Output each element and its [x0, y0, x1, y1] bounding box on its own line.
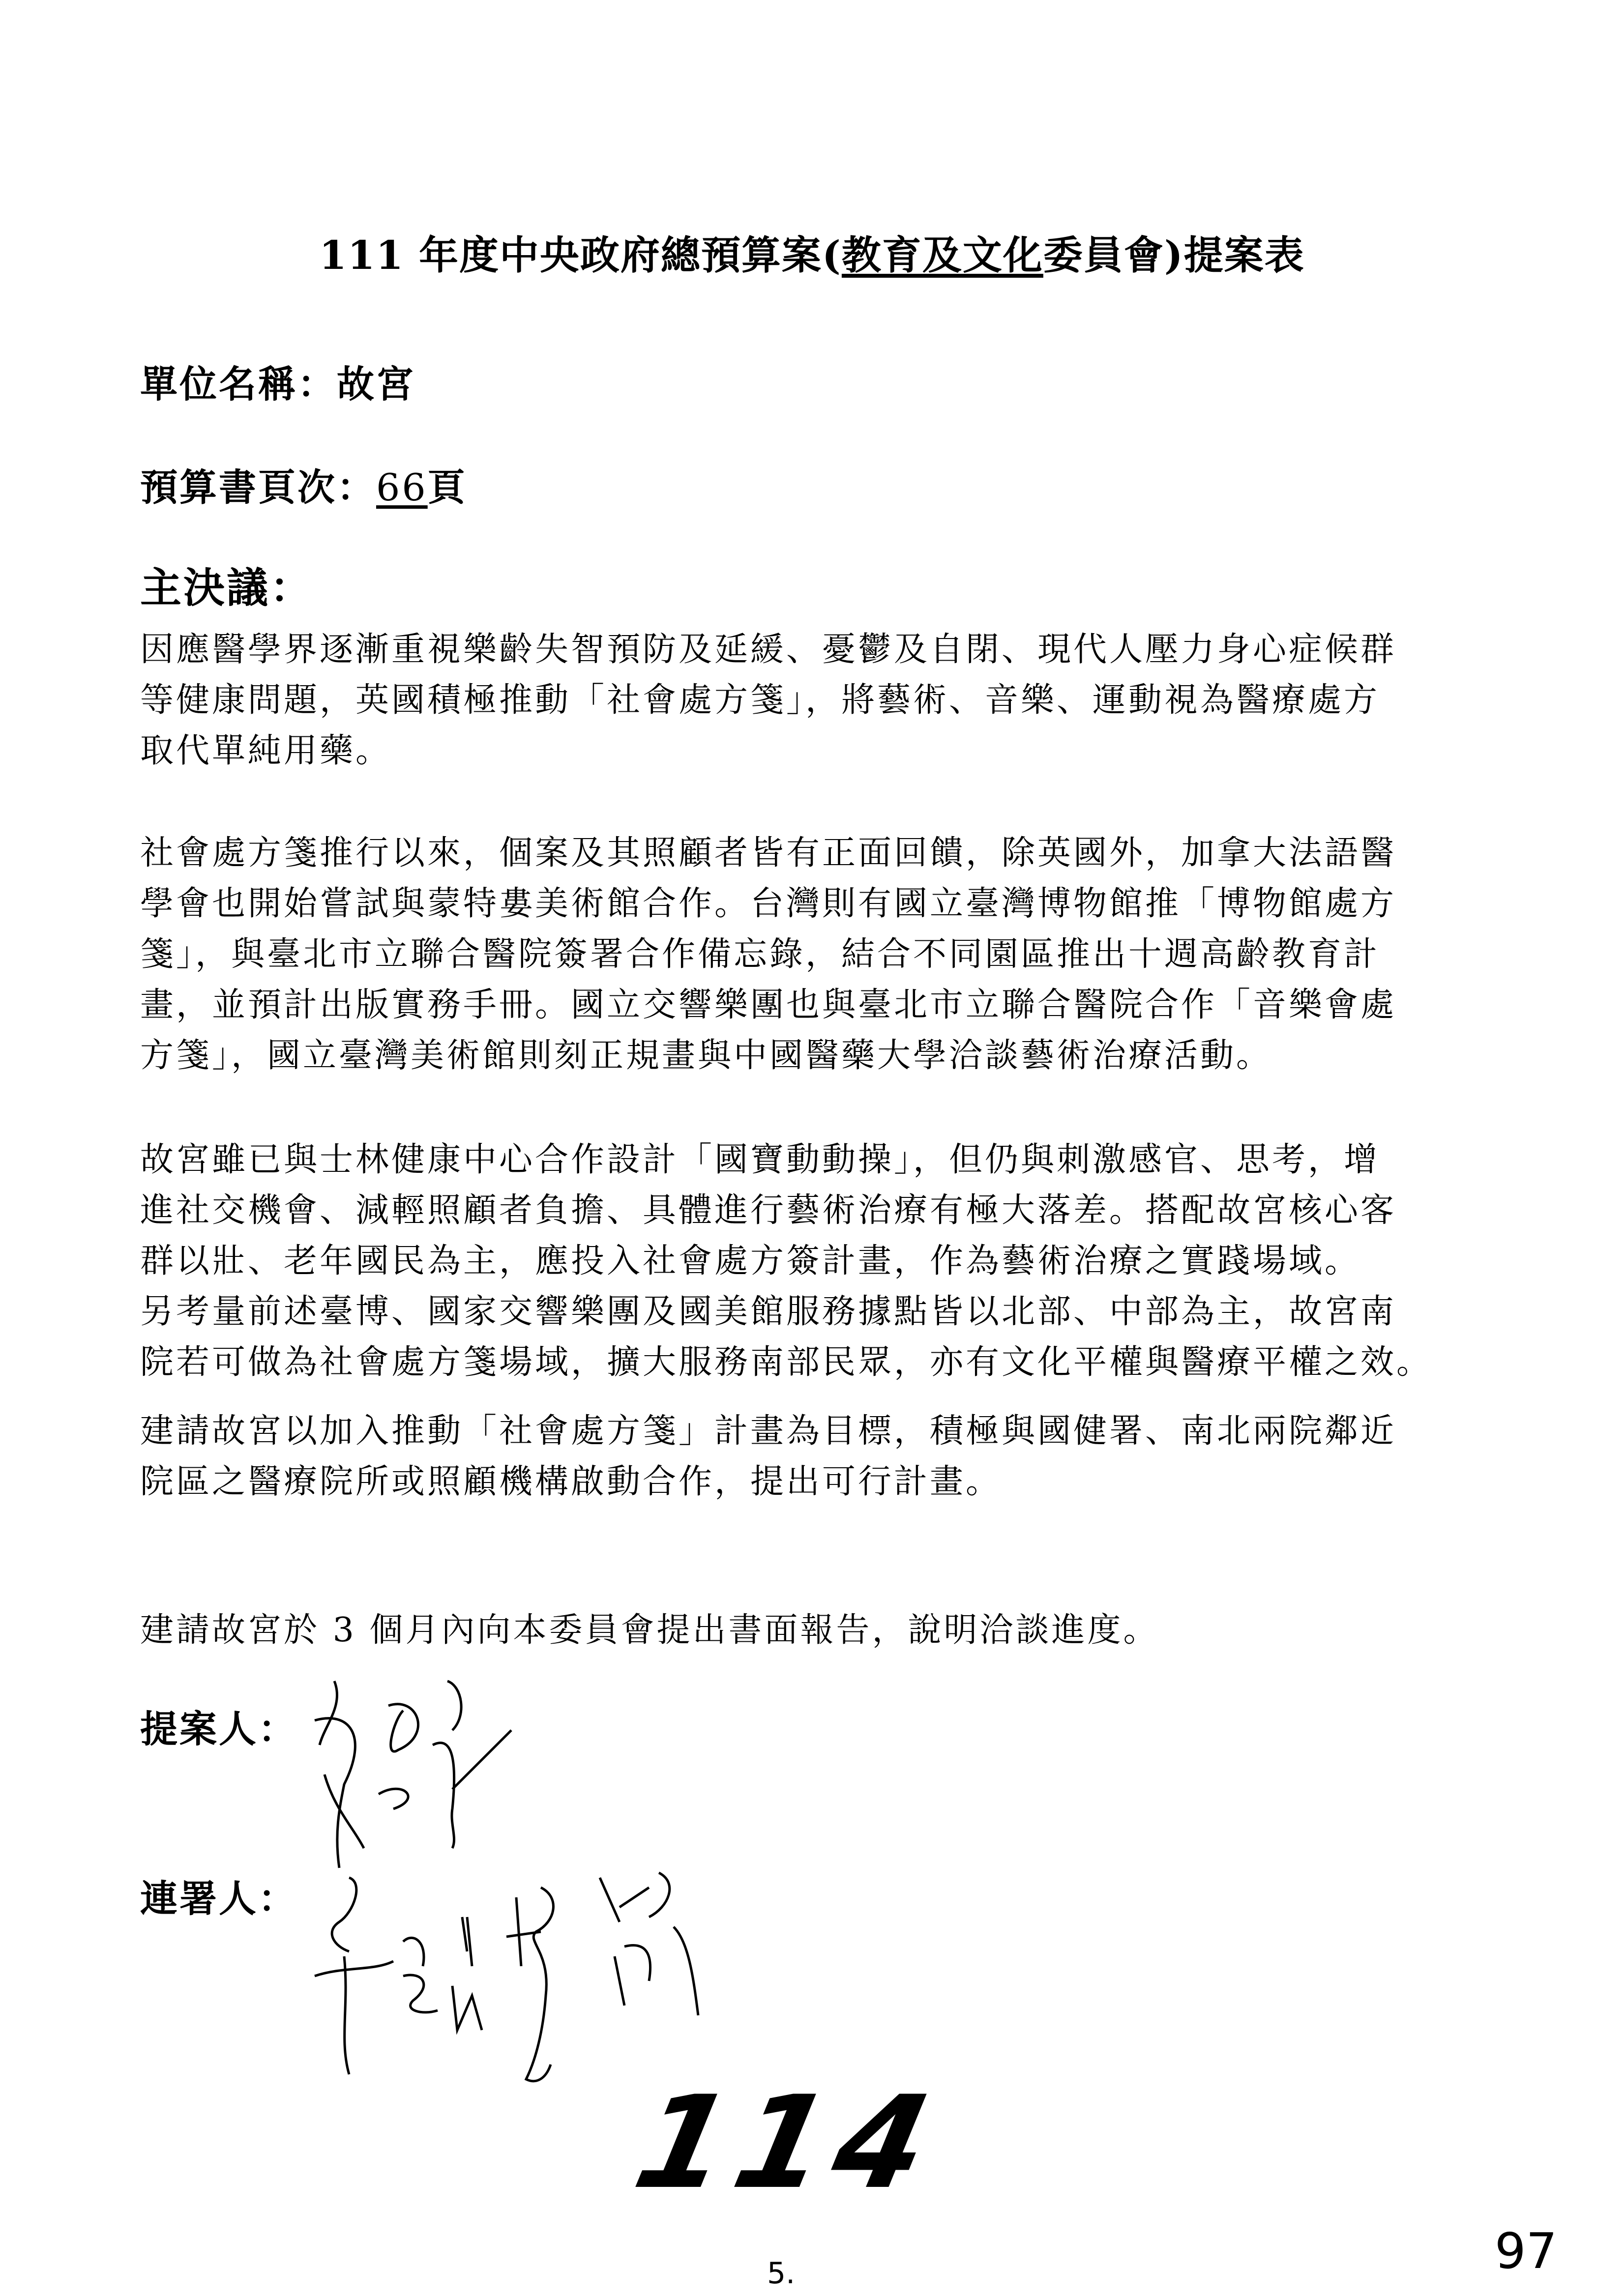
paragraph-2-line: 畫，並預計出版實務手冊。國立交響樂團也與臺北市立聯合醫院合作「音樂會處 [140, 986, 1397, 1024]
budget-page-unit: 頁 [427, 465, 467, 509]
handwritten-number: 114 [623, 2069, 951, 2217]
paragraph-3-line: 院若可做為社會處方箋場域，擴大服務南部民眾，亦有文化平權與醫療平權之效。 [140, 1343, 1433, 1382]
resolution-heading: 主決議： [140, 563, 314, 612]
title-prefix: 111 年度中央政府總預算案( [319, 232, 842, 278]
unit-name [140, 364, 415, 405]
budget-page-value: 66 [376, 465, 428, 509]
paragraph-3-line: 故宮雖已與士林健康中心合作設計「國寶動動操」，但仍與刺激感官、思考，增 [140, 1140, 1380, 1179]
paragraph-1-line: 因應醫學界逐漸重視樂齡失智預防及延緩、憂鬱及自閉、現代人壓力身心症候群 [140, 630, 1397, 669]
page-number: 5. [767, 2256, 796, 2291]
paragraph-3-line: 另考量前述臺博、國家交響樂團及國美館服務據點皆以北部、中部為主，故宮南 [140, 1292, 1397, 1331]
paragraph-1-line: 取代單純用藥。 [140, 731, 392, 770]
paragraph-1-line: 等健康問題，英國積極推動「社會處方箋」，將藝術、音樂、運動視為醫療處方 [140, 681, 1380, 720]
paragraph-2-line: 社會處方箋推行以來，個案及其照顧者皆有正面回饋，除英國外，加拿大法語醫 [140, 834, 1397, 872]
proposer-label: 提案人： [140, 1707, 297, 1751]
paragraph-3-line: 進社交機會、減輕照顧者負擔、具體進行藝術治療有極大落差。搭配故宮核心客 [140, 1191, 1397, 1230]
paragraph-3-line: 群以壯、老年國民為主，應投入社會處方簽計畫，作為藝術治療之實踐場域。 [140, 1242, 1361, 1280]
handwritten-page-number: 97 [1495, 2222, 1558, 2280]
title-committee: 教育及文化 [841, 232, 1043, 278]
cosigner-signatures [305, 1868, 944, 2084]
budget-page [140, 467, 467, 508]
paragraph-4-line: 建請故宮以加入推動「社會處方箋」計畫為目標，積極與國健署、南北兩院鄰近 [140, 1412, 1397, 1451]
budget-page-label: 預算書頁次： [140, 465, 376, 509]
title-suffix: 委員會)提案表 [1043, 232, 1305, 278]
unit-label: 單位名稱： [140, 362, 337, 406]
proposer-signature [305, 1661, 747, 1897]
paragraph-2-line: 學會也開始嘗試與蒙特婁美術館合作。台灣則有國立臺灣博物館推「博物館處方 [140, 884, 1397, 923]
paragraph-4-line: 院區之醫療院所或照顧機構啟動合作，提出可行計畫。 [140, 1462, 1002, 1501]
paragraph-2-line: 方箋」，國立臺灣美術館則刻正規畫與中國醫藥大學洽談藝術治療活動。 [140, 1036, 1272, 1075]
document-title [0, 233, 1624, 277]
unit-value: 故宮 [337, 362, 415, 406]
paragraph-2-line: 箋」，與臺北市立聯合醫院簽署合作備忘錄，結合不同園區推出十週高齡教育計 [140, 935, 1380, 974]
cosigner-label: 連署人： [140, 1877, 297, 1920]
paragraph-5-line: 建請故宮於 3 個月內向本委員會提出書面報告，說明洽談進度。 [140, 1611, 1159, 1650]
